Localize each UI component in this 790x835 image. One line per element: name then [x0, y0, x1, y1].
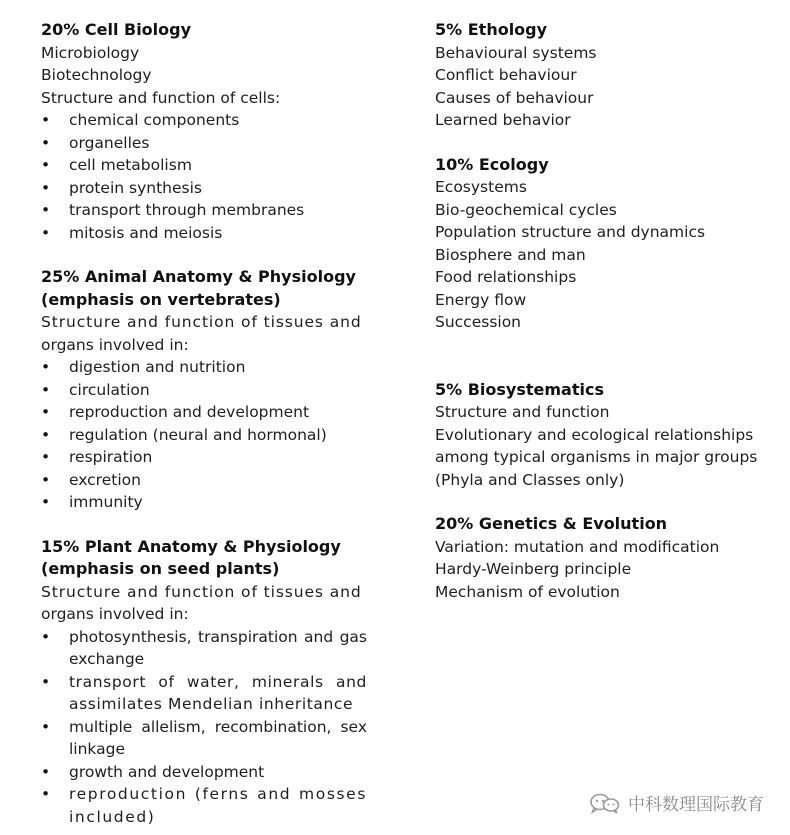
list-item: • mitosis and meiosis — [41, 222, 367, 245]
list-item: • immunity — [41, 491, 367, 514]
topic-line: Ecosystems — [435, 178, 527, 196]
list-item: • transport of water, minerals and assimilates Mendelian inheritance — [41, 671, 367, 716]
topic-line: among typical organisms in major groups — [435, 448, 758, 466]
section-genetics-evolution — [435, 513, 765, 603]
section-subheading: (emphasis on vertebrates) — [41, 289, 281, 309]
section-heading: 10% Ecology — [435, 154, 549, 174]
list-item: • circulation — [41, 379, 367, 402]
bullet-list — [41, 109, 367, 244]
topic-line: Structure and function of cells: — [41, 88, 281, 107]
watermark-text: 中科数理国际教育 — [628, 795, 764, 815]
list-item: • photosynthesis, transpiration and gas exchange — [41, 626, 367, 671]
section-animal-anatomy — [41, 266, 367, 514]
topic-line: Structure and function of tissues and — [41, 582, 362, 601]
section-heading: 15% Plant Anatomy & Physiology — [41, 536, 341, 556]
list-item: • transport through membranes — [41, 199, 367, 222]
section-heading: 25% Animal Anatomy & Physiology — [41, 267, 356, 286]
topic-line: Variation: mutation and modification — [435, 537, 720, 556]
list-item: • reproduction and development — [41, 401, 367, 424]
topic-line: Biotechnology — [41, 66, 152, 84]
list-item: • cell metabolism — [41, 154, 367, 177]
topic-line: Causes of behaviour — [435, 88, 594, 107]
section-heading: 20% Genetics & Evolution — [435, 514, 668, 533]
list-item: • excretion — [41, 469, 367, 492]
topic-line: Structure and function of tissues and — [41, 313, 362, 331]
topic-line: Population structure and dynamics — [435, 223, 706, 241]
list-item: • regulation (neural and hormonal) — [41, 424, 367, 447]
topic-line: Evolutionary and ecological relationships — [435, 425, 754, 444]
list-item: • multiple allelism, recombination, sex linkage — [41, 716, 367, 761]
topic-line: Energy flow — [435, 290, 527, 309]
topic-line: Bio-geochemical cycles — [435, 200, 617, 219]
section-heading: 20% Cell Biology — [41, 20, 192, 39]
topic-line: Biosphere and man — [435, 245, 586, 264]
list-item: • reproduction (ferns and mosses included) — [41, 783, 367, 828]
topic-line: organs involved in: — [41, 605, 189, 623]
topic-line: Hardy-Weinberg principle — [435, 560, 632, 578]
bullet-list — [41, 626, 367, 829]
topic-line: Behavioural systems — [435, 43, 597, 62]
list-item: • growth and development — [41, 761, 367, 784]
topic-line: Learned behavior — [435, 111, 571, 129]
list-item: • chemical components — [41, 109, 367, 132]
topic-line: (Phyla and Classes only) — [435, 470, 625, 489]
section-cell-biology — [41, 19, 367, 244]
section-plant-anatomy — [41, 536, 367, 829]
topic-line: Structure and function — [435, 403, 610, 421]
topic-line: Food relationships — [435, 268, 577, 286]
list-item: • protein synthesis — [41, 177, 367, 200]
left-column — [41, 19, 367, 828]
list-item: • digestion and nutrition — [41, 356, 367, 379]
section-heading: 5% Biosystematics — [435, 379, 604, 399]
right-column — [435, 19, 765, 603]
section-ecology — [435, 154, 765, 334]
section-heading: 5% Ethology — [435, 20, 548, 39]
section-biosystematics — [435, 379, 765, 492]
wechat-icon — [588, 792, 622, 814]
topic-line: organs involved in: — [41, 335, 189, 354]
topic-line: Microbiology — [41, 43, 140, 62]
bullet-list — [41, 356, 367, 514]
section-ethology — [435, 19, 765, 132]
topic-line: Conflict behaviour — [435, 66, 577, 84]
watermark — [588, 790, 764, 815]
list-item: • respiration — [41, 446, 367, 469]
section-subheading: (emphasis on seed plants) — [41, 559, 280, 578]
list-item: • organelles — [41, 132, 367, 155]
topic-line: Mechanism of evolution — [435, 582, 620, 601]
topic-line: Succession — [435, 313, 522, 331]
